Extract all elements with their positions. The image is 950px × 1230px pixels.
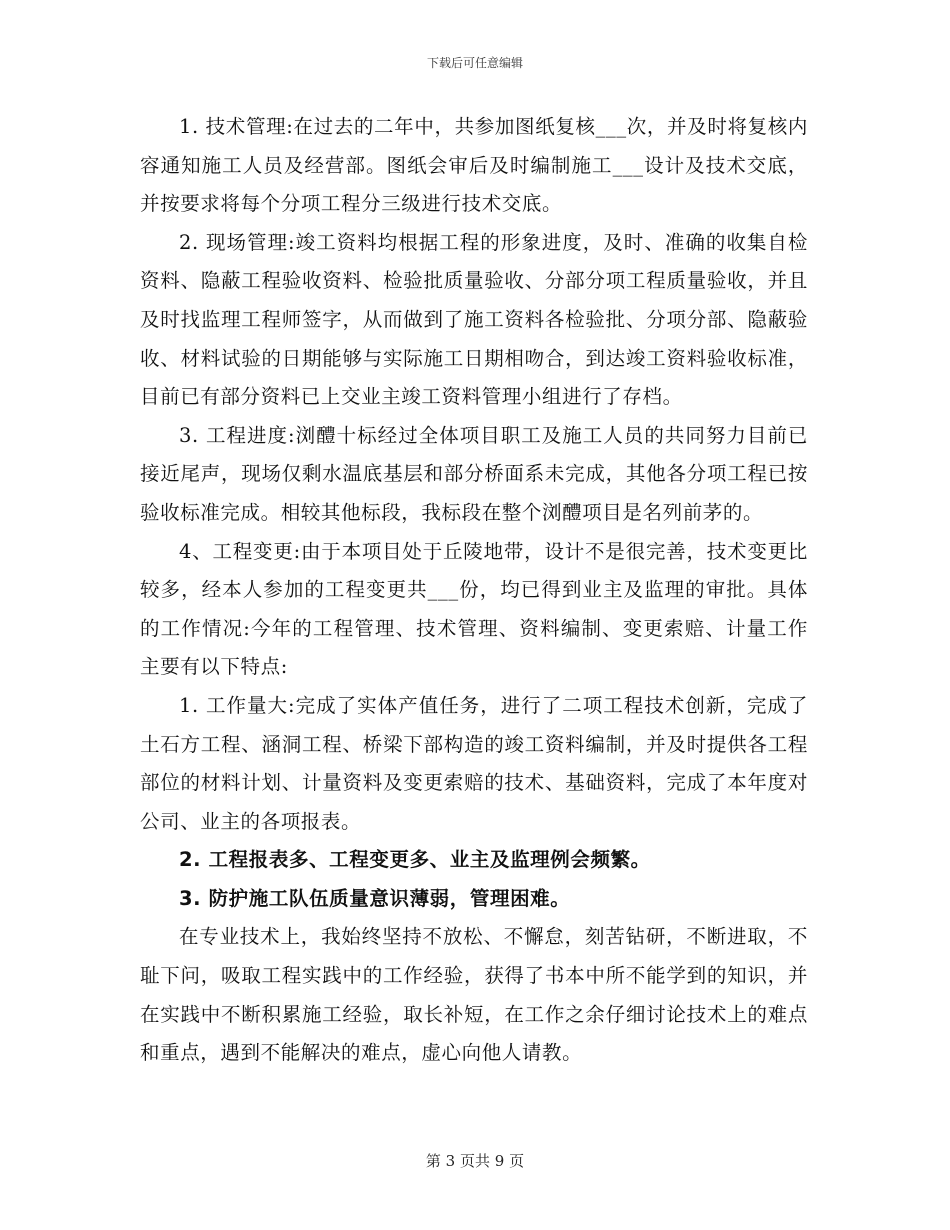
- paragraph-engineering-change: 4、工程变更:由于本项目处于丘陵地带，设计不是很完善，技术变更比较多，经本人参加的工程变更共___份，均已得到业主及监理的审批。具体的工作情况:今年的工程管理、技术管理、资料编制、变更索赔、计量工作主要有以下特点:: [140, 539, 808, 679]
- paragraph-reports: 2. 工程报表多、工程变更多、业主及监理例会频繁。: [179, 848, 651, 872]
- paragraph-professional-skills: 在专业技术上，我始终坚持不放松、不懈怠，刻苦钻研，不断进取，不耻下问，吸取工程实践中的工作经验，获得了书本中所不能学到的知识，并在实践中不断积累施工经验，取长补短，在工作之余仔细讨论技术上的难点和重点，遇到不能解决的难点，虚心向他人请教。: [140, 925, 808, 1065]
- page-number: 第 3 页共 9 页: [425, 1152, 525, 1170]
- paragraph-project-progress: 3. 工程进度:浏醴十标经过全体项目职工及施工人员的共同努力目前已接近尾声，现场仅剩水温底基层和部分桥面系未完成，其他各分项工程已按验收标准完成。相较其他标段，我标段在整个浏醴项目是名列前茅的。: [140, 423, 808, 524]
- paragraph-workload: 1. 工作量大:完成了实体产值任务，进行了二项工程技术创新，完成了土石方工程、涵洞工程、桥梁下部构造的竣工资料编制，并及时提供各工程部位的材料计划、计量资料及变更索赔的技术、基础资料，完成了本年度对公司、业主的各项报表。: [140, 693, 808, 833]
- paragraph-site-management: 2. 现场管理:竣工资料均根据工程的形象进度，及时、准确的收集自检资料、隐蔽工程验收资料、检验批质量验收、分部分项工程质量验收，并且及时找监理工程师签字，从而做到了施工资料各检验批、分项分部、隐蔽验收、材料试验的日期能够与实际施工日期相吻合，到达竣工资料验收标准，目前已有部分资料已上交业主竣工资料管理小组进行了存档。: [140, 230, 808, 409]
- paragraph-tech-management: 1. 技术管理:在过去的二年中，共参加图纸复核___次，并及时将复核内容通知施工人员及经营部。图纸会审后及时编制施工___设计及技术交底，并按要求将每个分项工程分三级进行技术交底。: [140, 115, 808, 216]
- document-body: [140, 108, 808, 1073]
- page-header: 下载后可任意编辑: [426, 56, 523, 70]
- paragraph-quality-awareness: 3. 防护施工队伍质量意识薄弱，管理困难。: [179, 886, 571, 910]
